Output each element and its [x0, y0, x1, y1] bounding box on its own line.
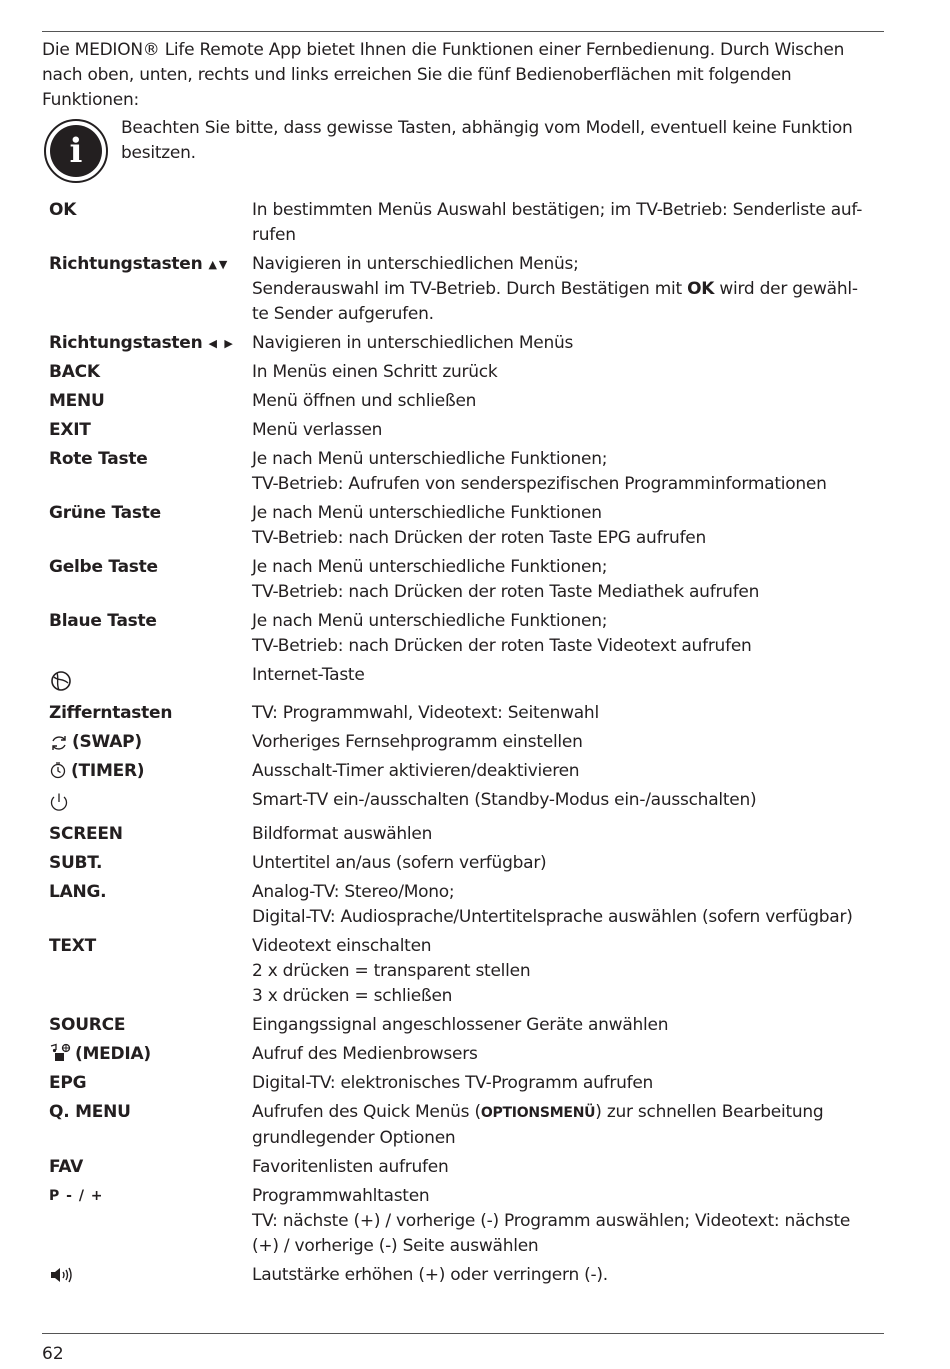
key-description: In Menüs einen Schritt zurück: [252, 362, 498, 382]
table-row: [49, 331, 884, 360]
key-label: Zifferntasten: [49, 703, 173, 723]
table-row: [49, 788, 884, 822]
key-label: Richtungstasten ◀ ▶: [49, 331, 252, 356]
page-number: 62: [42, 1344, 64, 1364]
key-label: SOURCE: [49, 1015, 126, 1035]
key-label: (SWAP): [49, 730, 252, 755]
key-label: Q. MENU: [49, 1102, 131, 1122]
key-label: (MEDIA): [49, 1042, 252, 1067]
key-description: Je nach Menü unterschiedliche Funktionen; TV-Betrieb: Aufrufen von senderspezifischen Programminformationen: [252, 449, 827, 494]
table-row: [49, 252, 884, 331]
key-label: Rote Taste: [49, 449, 148, 469]
table-row: [49, 822, 884, 851]
key-function-table: [49, 198, 884, 1292]
table-row: [49, 1071, 884, 1100]
key-label: Richtungstasten ▲▼: [49, 252, 252, 327]
table-row: [49, 447, 884, 501]
key-label: LANG.: [49, 882, 107, 902]
key-label: TEXT: [49, 936, 96, 956]
key-label: SCREEN: [49, 824, 123, 844]
swap-icon: [49, 733, 69, 753]
key-label: [49, 788, 252, 814]
table-row: [49, 1155, 884, 1184]
key-label: P - / +: [49, 1188, 104, 1204]
key-description: Ausschalt-Timer aktivieren/deaktivieren: [252, 761, 580, 781]
key-description: Untertitel an/aus (sofern verfügbar): [252, 853, 547, 873]
table-row: [49, 555, 884, 609]
key-description: Eingangssignal angeschlossener Geräte anwählen: [252, 1015, 669, 1035]
key-description: Bildformat auswählen: [252, 824, 433, 844]
key-label: EXIT: [49, 420, 91, 440]
table-row: [49, 1184, 884, 1263]
table-row: [49, 389, 884, 418]
table-row: [49, 609, 884, 663]
key-label: [49, 1263, 252, 1288]
table-row: [49, 663, 884, 701]
key-label: OK: [49, 200, 77, 220]
key-description: Je nach Menü unterschiedliche Funktionen; TV-Betrieb: nach Drücken der roten Taste Mediathek aufrufen: [252, 557, 760, 602]
key-description: TV: Programmwahl, Videotext: Seitenwahl: [252, 703, 599, 723]
key-label: Gelbe Taste: [49, 557, 158, 577]
key-label: [49, 663, 252, 693]
key-description: Vorheriges Fernsehprogramm einstellen: [252, 732, 583, 752]
table-row: [49, 198, 884, 252]
table-row: [49, 360, 884, 389]
key-description: Digital-TV: elektronisches TV-Programm aufrufen: [252, 1073, 654, 1093]
key-description: Navigieren in unterschiedlichen Menüs; Senderauswahl im TV-Betrieb. Durch Bestätigen mit OK wird der gewähl- te Sender aufgerufen.: [252, 254, 858, 324]
arrow-left-right-icon: ◀ ▶: [208, 337, 235, 350]
table-row: [49, 759, 884, 788]
key-label: (TIMER): [49, 759, 252, 784]
key-label: FAV: [49, 1157, 84, 1177]
table-row: [49, 701, 884, 730]
key-label: SUBT.: [49, 853, 103, 873]
key-description: Aufruf des Medienbrowsers: [252, 1044, 478, 1064]
note-text: Beachten Sie bitte, dass gewisse Tasten, abhängig vom Modell, eventuell keine Funktion besitzen.: [121, 118, 853, 163]
power-icon: [49, 792, 69, 814]
key-description: Internet-Taste: [252, 665, 365, 685]
table-row: [49, 880, 884, 934]
table-row: [49, 418, 884, 447]
key-label: Grüne Taste: [49, 503, 161, 523]
table-row: [49, 1263, 884, 1292]
key-label: EPG: [49, 1073, 87, 1093]
internet-icon: [49, 669, 73, 693]
table-row: [49, 851, 884, 880]
media-icon: [49, 1043, 71, 1063]
key-description: Aufrufen des Quick Menüs (OPTIONSMENÜ) zur schnellen Bearbeitung grundlegender Optionen: [252, 1102, 824, 1148]
key-description: Menü öffnen und schließen: [252, 391, 477, 411]
table-row: [49, 934, 884, 1013]
key-description: Navigieren in unterschiedlichen Menüs: [252, 333, 574, 353]
key-description: Programmwahltasten TV: nächste (+) / vorherige (-) Programm auswählen; Videotext: nächste (+) / vorherige (-) Seite auswählen: [252, 1186, 851, 1256]
table-row: [49, 1100, 884, 1155]
key-description: Analog-TV: Stereo/Mono; Digital-TV: Audiosprache/Untertitelsprache auswählen (sofern verfügbar): [252, 882, 853, 927]
key-description: In bestimmten Menüs Auswahl bestätigen; im TV-Betrieb: Senderliste auf- rufen: [252, 200, 863, 245]
key-label: BACK: [49, 362, 100, 382]
key-description: Favoritenlisten aufrufen: [252, 1157, 449, 1177]
table-row: [49, 1013, 884, 1042]
key-description: Lautstärke erhöhen (+) oder verringern (-).: [252, 1265, 608, 1285]
key-description: Je nach Menü unterschiedliche Funktionen; TV-Betrieb: nach Drücken der roten Taste Videotext aufrufen: [252, 611, 752, 656]
key-description: Je nach Menü unterschiedliche Funktionen TV-Betrieb: nach Drücken der roten Taste EPG aufrufen: [252, 503, 707, 548]
info-note: [44, 116, 884, 186]
volume-icon: [49, 1265, 75, 1285]
key-description: Videotext einschalten 2 x drücken = transparent stellen 3 x drücken = schließen: [252, 936, 531, 1006]
intro-paragraph: Die MEDION® Life Remote App bietet Ihnen die Funktionen einer Fernbedienung. Durch Wischen nach oben, unten, rechts und links erreichen Sie die fünf Bedienoberflächen mit folgenden Funktionen:: [42, 40, 845, 110]
key-label: MENU: [49, 391, 105, 411]
table-row: [49, 730, 884, 759]
key-description: Menü verlassen: [252, 420, 383, 440]
top-rule: [42, 31, 884, 32]
timer-icon: [49, 761, 67, 779]
bottom-rule: [42, 1333, 884, 1334]
table-row: [49, 501, 884, 555]
arrow-up-down-icon: ▲▼: [208, 258, 230, 271]
table-row: [49, 1042, 884, 1071]
key-description: Smart-TV ein-/ausschalten (Standby-Modus ein-/ausschalten): [252, 790, 757, 810]
info-icon: i: [44, 119, 108, 183]
key-label: Blaue Taste: [49, 611, 157, 631]
